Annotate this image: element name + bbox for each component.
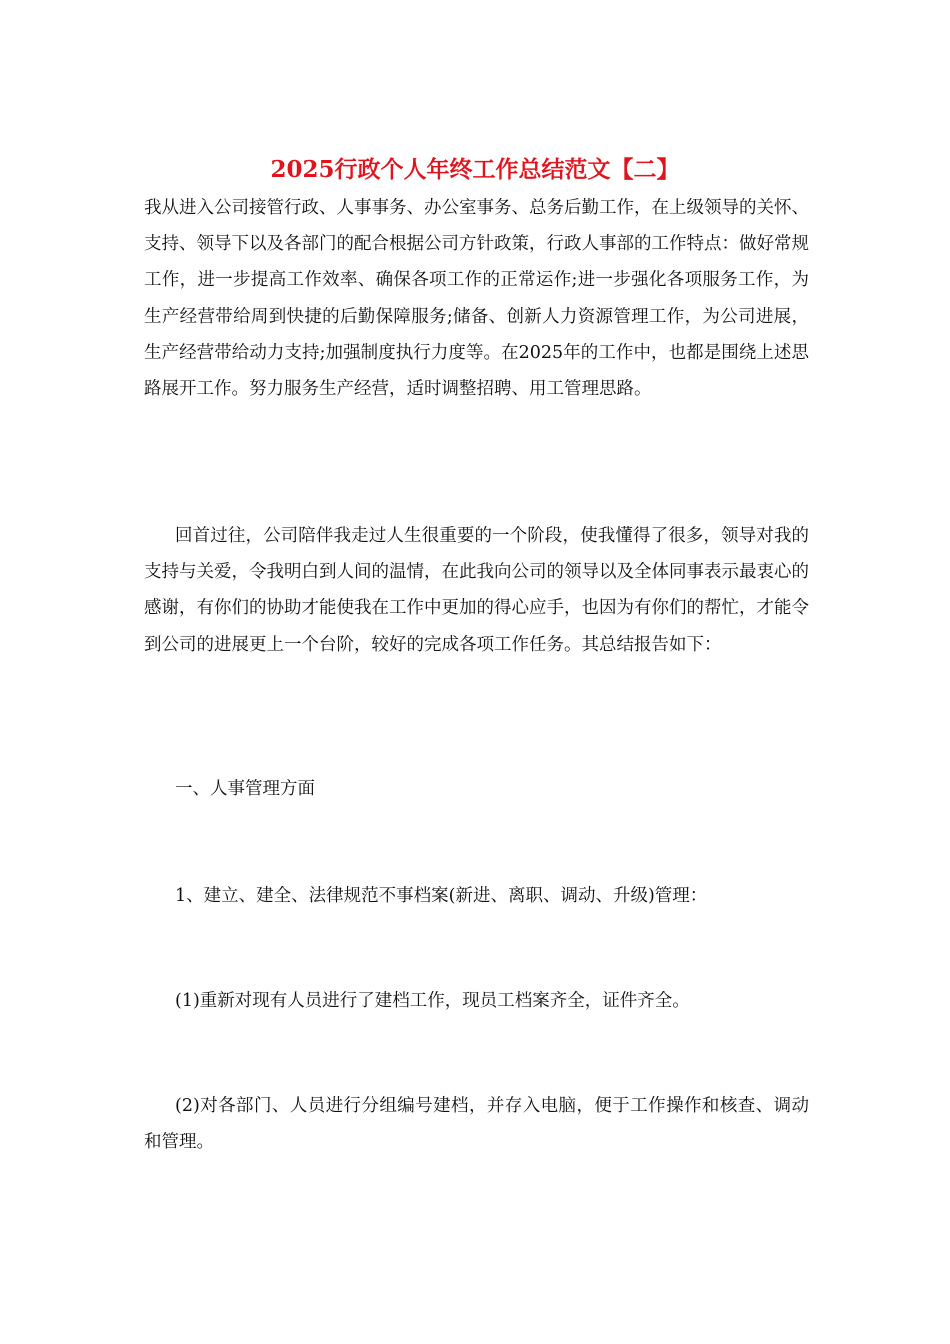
document-title: 2025行政个人年终工作总结范文【二】	[270, 156, 680, 183]
paragraph-retrospect: 回首过往，公司陪伴我走过人生很重要的一个阶段，使我懂得了很多，领导对我的支持与关爱，令我明白到人间的温情，在此我向公司的领导以及全体同事表示最衷心的感谢，有你们的协助才能使我在工作中更加的得心应手，也因为有你们的帮忙，才能令到公司的进展更上一个台阶，较好的完成各项工作任务。其总结报告如下：	[144, 526, 809, 655]
paragraph-intro: 我从进入公司接管行政、人事事务、办公室事务、总务后勤工作，在上级领导的关怀、支持、领导下以及各部门的配合根据公司方针政策，行政人事部的工作特点：做好常规工作，进一步提高工作效率、确保各项工作的正常运作;进一步强化各项服务工作，为生产经营带给周到快捷的后勤保障服务;储备、创新人力资源管理工作，为公司进展，生产经营带给动力支持;加强制度执行力度等。在2025年的工作中，也都是围绕上述思路展开工作。努力服务生产经营，适时调整招聘、用工管理思路。	[144, 198, 809, 400]
sub-item-1: (1)重新对现有人员进行了建档工作，现员工档案齐全，证件齐全。	[175, 991, 690, 1011]
section-heading-personnel: 一、人事管理方面	[175, 779, 315, 799]
list-item-archives: 1、建立、建全、法律规范不事档案(新进、离职、调动、升级)管理：	[175, 886, 708, 906]
sub-item-2: (2)对各部门、人员进行分组编号建档，并存入电脑，便于工作操作和核查、调动和管理。	[144, 1096, 809, 1153]
